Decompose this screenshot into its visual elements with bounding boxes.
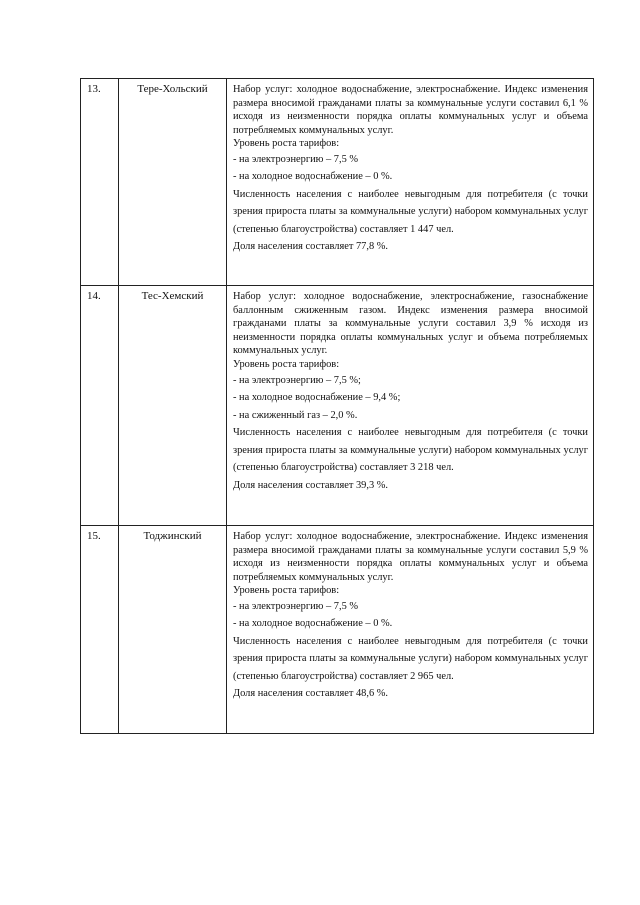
district-name: Тоджинский	[119, 526, 227, 734]
tariff-line: - на электроэнергию – 7,5 %	[233, 153, 359, 165]
row-number: 15.	[81, 526, 119, 734]
regions-table	[80, 78, 594, 734]
tariff-line: - на холодное водоснабжение – 0 %.	[233, 171, 393, 183]
population-text: Численность населения с наиболее невыгодным для потребителя (с точки зрения прироста платы за коммунальные услуги) набором коммунальных услуг (степенью благоустройства) составляет 3 218 чел.	[233, 427, 588, 474]
population-share: Доля населения составляет 77,8 %.	[233, 241, 389, 253]
population-share: Доля населения составляет 48,6 %.	[233, 688, 389, 700]
table-row	[81, 79, 594, 286]
tariff-line: - на электроэнергию – 7,5 %;	[233, 374, 361, 386]
growth-heading: Уровень роста тарифов:	[233, 585, 340, 597]
tariff-description	[227, 79, 594, 286]
services-text: Набор услуг: холодное водоснабжение, электроснабжение. Индекс изменения размера вносимой гражданами платы за коммунальные услуги составил 5,9 % исходя из неизменности порядка оплаты коммунальных услуг и объема потребляемых коммунальных услуг.	[233, 531, 588, 583]
services-text: Набор услуг: холодное водоснабжение, электроснабжение, газоснабжение баллонным сжиженным газом. Индекс изменения размера вносимой гражданами платы за коммунальные услуги составил 3,9 % исходя из неизменности порядка оплаты коммунальных услуг и объема потребляемых коммунальных услуг.	[233, 291, 588, 357]
district-name: Тес-Хемский	[119, 286, 227, 526]
population-share: Доля населения составляет 39,3 %.	[233, 479, 389, 491]
population-text: Численность населения с наиболее невыгодным для потребителя (с точки зрения прироста платы за коммунальные услуги) набором коммунальных услуг (степенью благоустройства) составляет 1 447 чел.	[233, 188, 588, 235]
tariff-line: - на холодное водоснабжение – 0 %.	[233, 618, 393, 630]
tariff-description	[227, 286, 594, 526]
tariff-line: - на холодное водоснабжение – 9,4 %;	[233, 392, 401, 404]
tariff-line: - на сжиженный газ – 2,0 %.	[233, 409, 358, 421]
tariff-line: - на электроэнергию – 7,5 %	[233, 600, 359, 612]
growth-heading: Уровень роста тарифов:	[233, 138, 340, 150]
row-number: 13.	[81, 79, 119, 286]
growth-heading: Уровень роста тарифов:	[233, 358, 340, 370]
row-number: 14.	[81, 286, 119, 526]
table-row	[81, 286, 594, 526]
population-text: Численность населения с наиболее невыгодным для потребителя (с точки зрения прироста платы за коммунальные услуги) набором коммунальных услуг (степенью благоустройства) составляет 2 965 чел.	[233, 635, 588, 682]
tariff-description	[227, 526, 594, 734]
table-row	[81, 526, 594, 734]
services-text: Набор услуг: холодное водоснабжение, электроснабжение. Индекс изменения размера вносимой гражданами платы за коммунальные услуги составил 6,1 % исходя из неизменности порядка оплаты коммунальных услуг и объема потребляемых коммунальных услуг.	[233, 84, 588, 136]
district-name: Тере-Хольский	[119, 79, 227, 286]
